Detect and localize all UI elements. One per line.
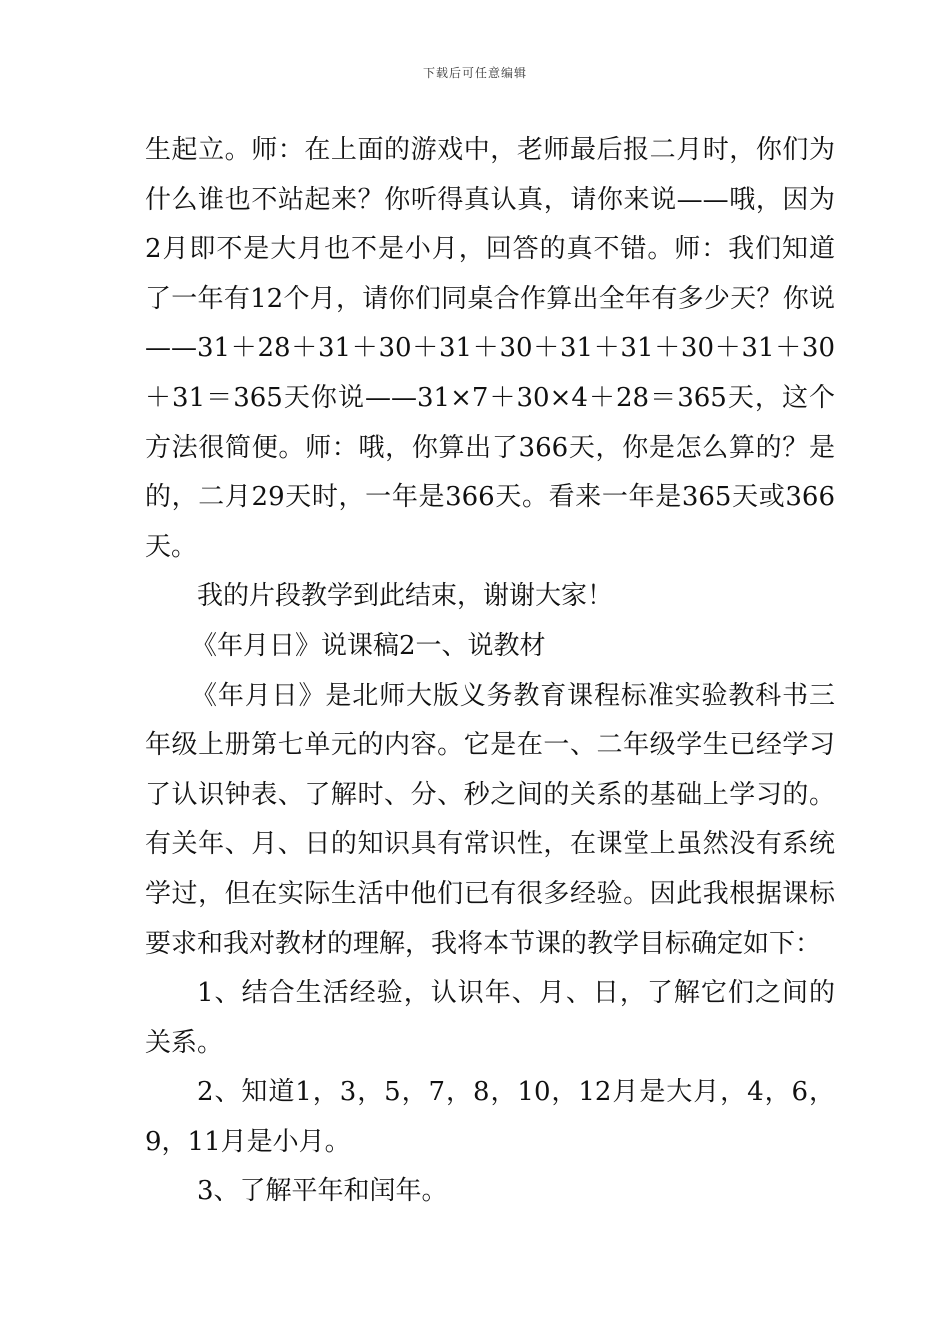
paragraph-closing: 我的片段教学到此结束，谢谢大家！ bbox=[197, 581, 614, 612]
goal-item-3: 3、了解平年和闰年。 bbox=[197, 1176, 448, 1207]
page-header: 下载后可任意编辑 bbox=[422, 66, 527, 80]
paragraph-textbook-intro: 《年月日》是北师大版义务教育课程标准实验教科书三年级上册第七单元的内容。它是在一、二年级学生已经学习了认识钟表、了解时、分、秒之间的关系的基础上学习的。有关年、月、日的知识具有常识性，在课堂上虽然没有系统学过，但在实际生活中他们已有很多经验。因此我根据课标要求和我对教材的理解，我将本节课的教学目标确定如下： bbox=[145, 680, 835, 959]
goal-item-2: 2、知道1，3，5，7，8，10，12月是大月，4，6，9，11月是小月。 bbox=[145, 1077, 835, 1157]
paragraph-game-dialogue: 生起立。师：在上面的游戏中，老师最后报二月时，你们为什么谁也不站起来？你听得真认真，请你来说——哦，因为2月即不是大月也不是小月，回答的真不错。师：我们知道了一年有12个月，请你们同桌合作算出全年有多少天？你说——31＋28＋31＋30＋31＋30＋31＋31＋30＋31＋30＋31＝365天你说——31×7＋30×4＋28＝365天，这个方法很简便。师：哦，你算出了366天，你是怎么算的？是的，二月29天时，一年是366天。看来一年是365天或366天。 bbox=[145, 135, 835, 562]
document-body bbox=[145, 126, 835, 1217]
goal-item-1: 1、结合生活经验，认识年、月、日，了解它们之间的关系。 bbox=[145, 978, 835, 1058]
paragraph-section-title: 《年月日》说课稿2一、说教材 bbox=[191, 630, 546, 661]
